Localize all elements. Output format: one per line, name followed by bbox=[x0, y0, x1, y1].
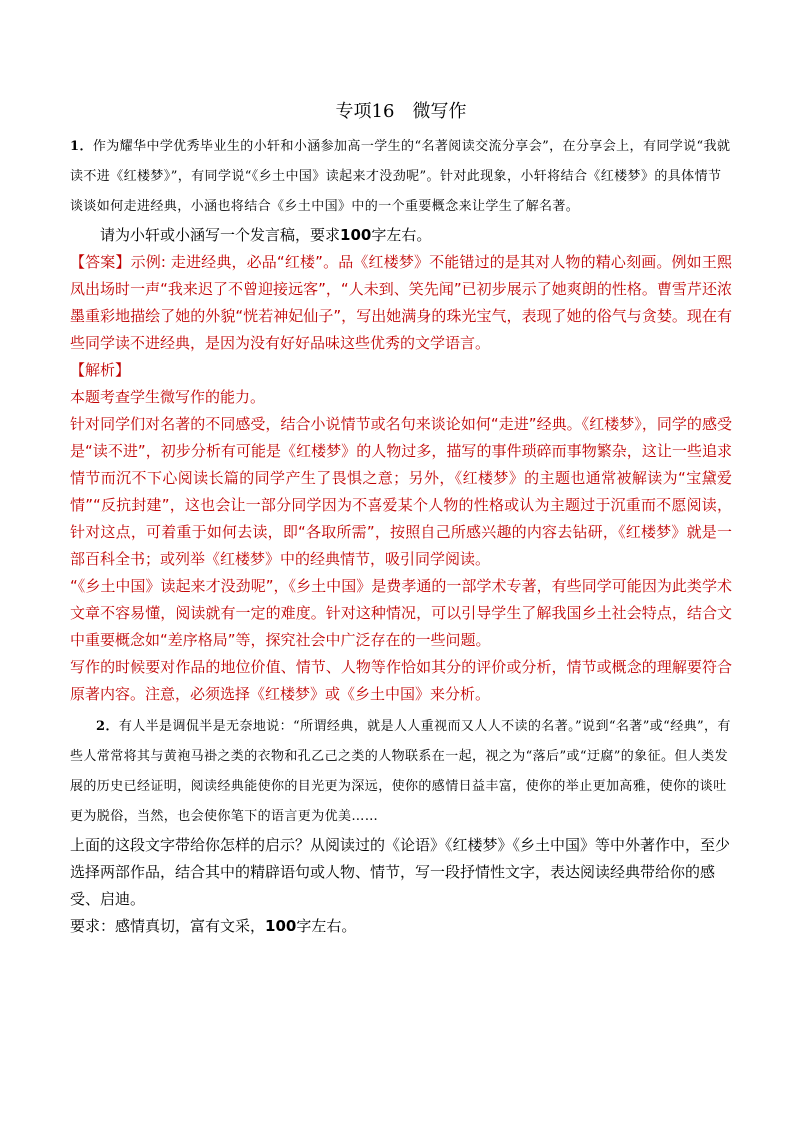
answer-tag: 【答案】 bbox=[70, 253, 131, 271]
analysis-paragraph: “《乡土中国》读起来才没劲呢”，《乡土中国》是费孝通的一部学术专著，有些同学可能因为此类学术文章不容易懂，阅读就有一定的难度。针对这种情况，可以引导学生了解我国乡土社会特点，结合文中重要概念如“差序格局”等，探究社会中广泛存在的一些问题。 bbox=[70, 577, 732, 649]
analysis-tag: 【解析】 bbox=[70, 361, 131, 379]
requirement-pre: 要求：感情真切，富有文采， bbox=[70, 917, 266, 935]
question-2-body: 有人半是调侃半是无奈地说：“所谓经典，就是人人重视而又人人不读的名著。”说到“名著”或“经典”，有些人常常将其与黄袍马褂之类的衣物和孔乙己之类的人物联系在一起，视之为“落后”或“迂腐”的象征。但人类发展的历史已经证明，阅读经典能使你的目光更为深远，使你的感情日益丰富，使你的举止更加高雅，使你的谈吐更为脱俗，当然，也会使你笔下的语言更为优美…… bbox=[70, 719, 731, 824]
answer-block bbox=[70, 249, 732, 357]
page-title: 专项16 微写作 bbox=[335, 101, 467, 122]
question-1-number: 1． bbox=[70, 139, 93, 154]
prompt-pre: 请为小轩或小涵写一个发言稿，要求 bbox=[100, 226, 341, 244]
question-1-body: 作为耀华中学优秀毕业生的小轩和小涵参加高一学生的“名著阅读交流分享会”，在分享会上，有同学说“我就读不进《红楼梦》”，有同学说“《乡土中国》读起来才没劲呢”。针对此现象，小轩将结合《红楼梦》的具体情节谈谈如何走进经典，小涵也将结合《乡土中国》中的一个重要概念来让学生了解名著。 bbox=[70, 139, 731, 214]
prompt-post: 字左右。 bbox=[371, 226, 432, 244]
analysis-paragraph: 针对同学们对名著的不同感受，结合小说情节或名句来谈论如何“走进”经典。《红楼梦》，同学的感受是“读不进”，初步分析有可能是《红楼梦》的人物过多，描写的事件琐碎而事物繁杂，这让一些追求情节而沉不下心阅读长篇的同学产生了畏惧之意；另外，《红楼梦》的主题也通常被解读为“宝黛爱情”“反抗封建”，这也会让一部分同学因为不喜爱某个人物的性格或认为主题过于沉重而不愿阅读，针对这点，可着重于如何去读，即“各取所需”，按照自己所感兴趣的内容去钻研，《红楼梦》就是一部百科全书；或列举《红楼梦》中的经典情节，吸引同学阅读。 bbox=[70, 415, 732, 568]
question-2 bbox=[70, 712, 732, 940]
question-1-text bbox=[70, 132, 732, 222]
analysis-paragraph: 写作的时候要对作品的地位价值、情节、人物等作恰如其分的评价或分析，情节或概念的理解要符合原著内容。注意，必须选择《红楼梦》或《乡土中国》来分析。 bbox=[70, 658, 732, 703]
requirement-post: 字左右。 bbox=[296, 917, 357, 935]
question-2-number: 2． bbox=[96, 719, 119, 734]
document-page bbox=[70, 100, 732, 940]
question-2-requirement bbox=[70, 913, 732, 940]
prompt-number: 100 bbox=[340, 226, 372, 244]
question-2-text bbox=[70, 712, 732, 832]
question-1 bbox=[70, 132, 732, 708]
question-2-prompt: 上面的这段文字带给你怎样的启示？从阅读过的《论语》《红楼梦》《乡土中国》等中外著作中，至少选择两部作品，结合其中的精辟语句或人物、情节，写一段抒情性文字，表达阅读经典带给你的感受、启迪。 bbox=[70, 836, 731, 908]
analysis-paragraph: 本题考查学生微写作的能力。 bbox=[70, 388, 266, 406]
answer-text: 示例: 走进经典，必品“红楼”。品《红楼梦》不能错过的是其对人物的精心刻画。例如王熙凤出场时一声“我来迟了不曾迎接远客”，“人未到、笑先闻”已初步展示了她爽朗的性格。曹雪芹还浓墨重彩地描绘了她的外貌“恍若神妃仙子”，写出她满身的珠光宝气，表现了她的俗气与贪婪。现在有些同学读不进经典，是因为没有好好品味这些优秀的文学语言。 bbox=[70, 253, 732, 352]
question-1-prompt bbox=[70, 222, 732, 249]
requirement-number: 100 bbox=[265, 917, 297, 935]
